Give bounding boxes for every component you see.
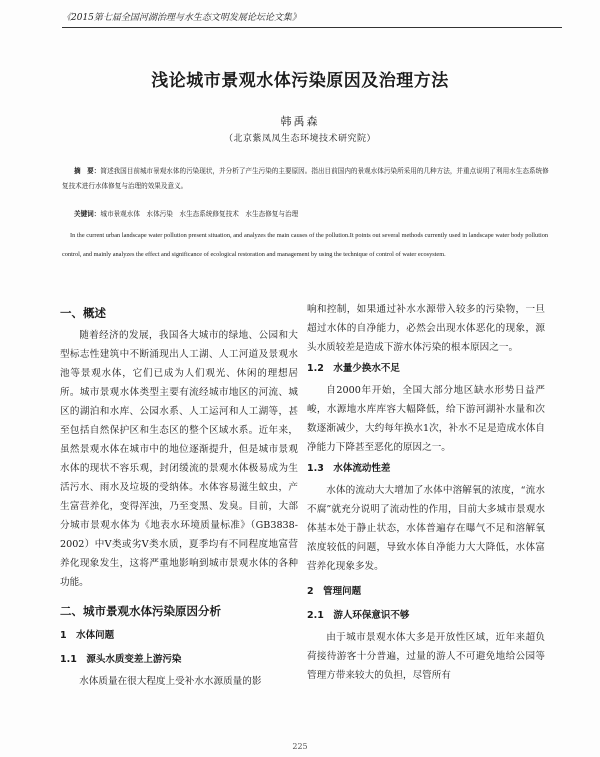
subsection-heading-management: 2 管理问题 <box>307 586 362 597</box>
running-header: 《2015第七届全国河湖治理与水生态文明发展论坛论文集》 <box>62 10 562 28</box>
right-column <box>307 300 545 685</box>
subsection-2-1-paragraph: 由于城市景观水体大多是开放性区域，近年来超负荷接待游客十分普遍，过量的游人不可避免地给公园等管理方带来较大的负担，尽管所有 <box>307 632 545 681</box>
abstract-label: 摘 要： <box>74 167 101 175</box>
subsection-heading-water-issues: 1 水体问题 <box>60 630 115 641</box>
abstract-text: 简述我国目前城市景观水体的污染现状，并分析了产生污染的主要原因。指出目前国内的景观水体污染所采用的几种方法，并重点说明了利用水生态系统修复技术进行水体修复与治理的效果及意义。 <box>62 167 549 190</box>
subsection-heading-1-3: 1.3 水体流动性差 <box>307 463 391 474</box>
keywords <box>62 208 550 220</box>
section-heading-causes: 二、城市景观水体污染原因分析 <box>60 604 221 618</box>
page-number: 225 <box>292 742 308 751</box>
author-name: 韩禹森 <box>280 115 320 128</box>
subsection-1-1-paragraph: 水体质量在很大程度上受补水水源质量的影 <box>79 676 262 687</box>
overview-paragraph: 随着经济的发展，我国各大城市的绿地、公园和大型标志性建筑中不断涌现出人工湖、人工河道及景观水池等景观水体，它们已成为人们观光、休闲的理想居所。城市景观水体类型主要有流经城市地区的河流、城区的湖泊和水库、公园水系、人工运河和人工湖等，甚至包括自然保护区和生态区的整个区域水系。近年来，虽然景观水体在城市中的地位逐渐提升，但是城市景观水体的现状不容乐观，封闭缓流的景观水体极易成为生活污水、雨水及垃圾的受纳体。水体容易滋生蚊虫，产生富营养化，变得浑浊，乃至变黑、发臭。目前，大部分城市景观水体为《地表水环境质量标准》（GB3838-2002）中Ⅴ类或劣Ⅴ类水质，夏季均有不同程度地富营养化现象发生，这将严重地影响到城市景观水体的各种功能。 <box>60 330 298 588</box>
subsection-heading-1-1: 1.1 源头水质变差上游污染 <box>60 654 182 665</box>
abstract <box>62 164 550 194</box>
keywords-label: 关键词： <box>74 210 101 218</box>
paper-title: 浅论城市景观水体污染原因及治理方法 <box>151 71 449 91</box>
subsection-1-3-paragraph: 水体的流动大大增加了水体中溶解氧的浓度，“流水不腐”就充分说明了流动性的作用，目前大多城市景观水体基本处于静止状态，水体普遍存在曝气不足和溶解氧浓度较低的问题，导致水体自净能力大大降低，水体富营养化现象多发。 <box>307 485 545 572</box>
continued-paragraph: 响和控制，如果通过补水水源带入较多的污染物，一旦超过水体的自净能力，必然会出现水体恶化的现象，源头水质较差是造成下游水体污染的根本原因之一。 <box>307 304 545 353</box>
subsection-heading-2-1: 2.1 游人环保意识不够 <box>307 610 410 621</box>
english-abstract: In the current urban landscape water pollution present situation, and analyzes the main causes of the pollution.It points out several methods currently used in landscape water body pollution control, and mainly analyzes the effect and significance of ecological restoration and management by using the technique of control of water ecosystem. <box>62 232 548 258</box>
subsection-1-2-paragraph: 自2000年开始，全国大部分地区缺水形势日益严峻，水源地水库库容大幅降低，给下游河湖补水量和次数逐渐减少，大约每年换水1次，补水不足是造成水体自净能力下降甚至恶化的原因之一。 <box>307 385 545 453</box>
author-affiliation: （北京紫凤凤生态环境技术研究院） <box>223 134 376 144</box>
subsection-heading-1-2: 1.2 水量少换水不足 <box>307 363 400 374</box>
section-heading-overview: 一、概述 <box>60 306 106 320</box>
left-column <box>60 300 298 691</box>
keywords-text: 城市景观水体 水体污染 水生态系统修复技术 水生态修复与治理 <box>100 210 299 218</box>
